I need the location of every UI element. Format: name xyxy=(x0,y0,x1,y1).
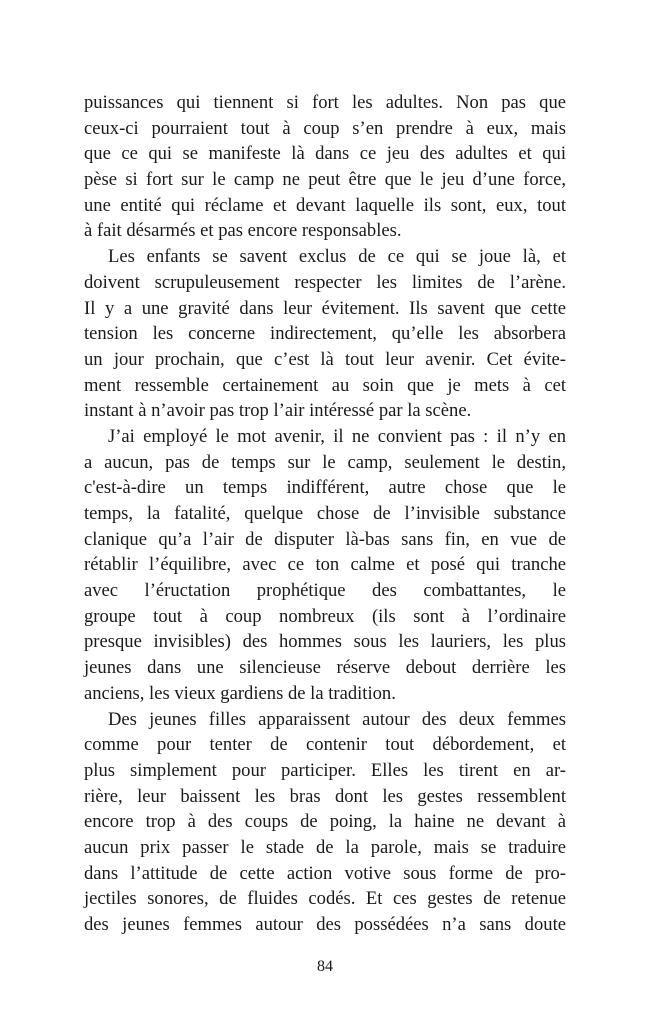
text-line: rétablir l’équilibre, avec ce ton calme et posé qui tranche xyxy=(84,554,566,576)
text-line: Les enfants se savent exclus de ce qui se joue là, et xyxy=(108,246,566,268)
text-line: que ce qui se manifeste là dans ce jeu des adultes et qui xyxy=(84,143,566,165)
text-line: instant à n’avoir pas trop l’air intéressé par la scène. xyxy=(84,400,472,422)
text-line: à fait désarmés et pas encore responsables. xyxy=(84,220,402,242)
text-line: comme pour tenter de contenir tout débordement, et xyxy=(84,734,566,756)
paragraph xyxy=(84,707,566,938)
paragraph xyxy=(84,424,566,707)
text-line: doivent scrupuleusement respecter les limites de l’arène. xyxy=(84,271,566,293)
text-line: des jeunes femmes autour des possédées n’a sans doute xyxy=(84,914,566,935)
text-line: ceux-ci pourraient tout à coup s’en prendre à eux, mais xyxy=(84,117,566,139)
text-line: a aucun, pas de temps sur le camp, seulement le destin, xyxy=(84,451,566,473)
text-line: J’ai employé le mot avenir, il ne convient pas : il n’y en xyxy=(108,425,566,447)
text-line: rière, leur baissent les bras dont les gestes ressemblent xyxy=(84,785,566,807)
text-line: un jour prochain, que c’est là tout leur avenir. Cet évite- xyxy=(84,348,566,370)
text-line: anciens, les vieux gardiens de la tradition. xyxy=(84,682,396,704)
body-text xyxy=(84,90,566,938)
text-line: encore trop à des coups de poing, la haine ne devant à xyxy=(84,811,566,833)
text-line: puissances qui tiennent si fort les adultes. Non pas que xyxy=(84,92,566,113)
paragraph xyxy=(84,90,566,244)
text-line: dans l’attitude de cette action votive sous forme de pro- xyxy=(84,862,566,884)
text-line: avec l’éructation prophétique des combattantes, le xyxy=(84,580,566,602)
text-line: plus simplement pour participer. Elles les tirent en ar- xyxy=(84,759,566,781)
text-line: presque invisibles) des hommes sous les lauriers, les plus xyxy=(84,631,566,653)
text-line: ment ressemble certainement au soin que je mets à cet xyxy=(84,374,566,396)
text-line: tension les concerne indirectement, qu’elle les absorbera xyxy=(84,323,566,345)
text-line: aucun prix passer le stade de la parole, mais se traduire xyxy=(84,836,566,858)
text-line: Il y a une gravité dans leur évitement. Ils savent que cette xyxy=(84,297,566,319)
text-line: jeunes dans une silencieuse réserve debout derrière les xyxy=(84,657,566,679)
text-line: c'est-à-dire un temps indifférent, autre chose que le xyxy=(84,477,566,499)
text-line: une entité qui réclame et devant laquelle ils sont, eux, tout xyxy=(84,194,566,216)
text-line: groupe tout à coup nombreux (ils sont à l’ordinaire xyxy=(84,605,566,627)
text-line: jectiles sonores, de fluides codés. Et ces gestes de retenue xyxy=(84,888,566,910)
text-line: temps, la fatalité, quelque chose de l’invisible substance xyxy=(84,503,566,524)
paragraph xyxy=(84,244,566,424)
page-number: 84 xyxy=(317,958,333,975)
text-line: clanique qu’a l’air de disputer là-bas sans fin, en vue de xyxy=(84,528,566,550)
text-line: pèse si fort sur le camp ne peut être que le jeu d’une force, xyxy=(84,169,566,191)
text-line: Des jeunes filles apparaissent autour des deux femmes xyxy=(108,708,566,730)
